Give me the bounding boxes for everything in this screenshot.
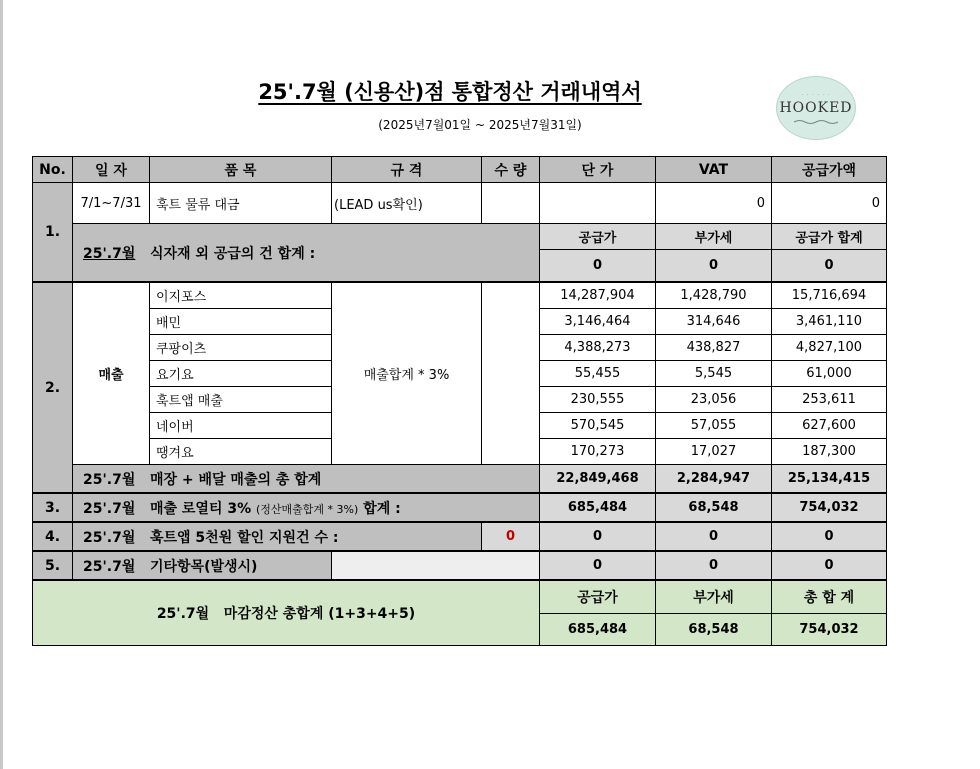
s2-total: 253,611: [772, 387, 887, 413]
s2-total: 15,716,694: [772, 282, 887, 309]
col-supply-amount: 공급가액: [772, 157, 887, 183]
s2-vat: 1,428,790: [656, 282, 772, 309]
s4-vat: 0: [656, 522, 772, 551]
s2-vat: 57,055: [656, 413, 772, 439]
s2-category: 매출: [73, 282, 150, 465]
final-header-vat: 부가세: [656, 580, 772, 614]
s5-total: 0: [772, 551, 887, 580]
s2-vat: 23,056: [656, 387, 772, 413]
s1-supply: 0: [772, 183, 887, 224]
logo-wave-icon: [794, 119, 838, 125]
s3-vat: 68,548: [656, 493, 772, 522]
s1-sub-header-vat: 부가세: [656, 224, 772, 250]
logo-top-mark: · · · · · ·: [801, 91, 831, 98]
s2-qty-blank: [482, 282, 540, 465]
s2-supply: 170,273: [540, 439, 656, 465]
s1-unit: [540, 183, 656, 224]
s1-sub-value-supply: 0: [540, 250, 656, 283]
s4-row: [33, 522, 887, 551]
s1-sub-value-vat: 0: [656, 250, 772, 283]
s1-qty: [482, 183, 540, 224]
s3-number: 3.: [33, 493, 73, 522]
s2-total: 627,600: [772, 413, 887, 439]
final-header-supply: 공급가: [540, 580, 656, 614]
s2-supply: 14,287,904: [540, 282, 656, 309]
s2-supply: 3,146,464: [540, 309, 656, 335]
s1-subtotal-month: 25'.7월: [83, 245, 136, 262]
s4-count: 0: [482, 522, 540, 551]
col-date: 일 자: [73, 157, 150, 183]
s2-channel-name: 훅트앱 매출: [150, 387, 332, 413]
col-spec: 규 격: [332, 157, 482, 183]
s1-number: 1.: [33, 183, 73, 283]
s2-vat: 17,027: [656, 439, 772, 465]
final-total: 754,032: [772, 614, 887, 646]
s2-supply: 4,388,273: [540, 335, 656, 361]
s5-number: 5.: [33, 551, 73, 580]
s4-number: 4.: [33, 522, 73, 551]
s2-number: 2.: [33, 282, 73, 493]
s2-total-vat: 2,284,947: [656, 465, 772, 494]
s2-total: 3,461,110: [772, 309, 887, 335]
s2-vat: 314,646: [656, 309, 772, 335]
s1-subtotal-header-row: [33, 224, 887, 250]
col-unit-price: 단 가: [540, 157, 656, 183]
final-vat: 68,548: [656, 614, 772, 646]
document-period: (2025년7월01일 ~ 2025년7월31일): [378, 118, 582, 132]
s2-channel-name: 쿠팡이츠: [150, 335, 332, 361]
s4-total: 0: [772, 522, 887, 551]
s2-calc-note: 매출합계 * 3%: [332, 282, 482, 465]
s4-supply: 0: [540, 522, 656, 551]
s1-date: 7/1~7/31: [73, 183, 150, 224]
s2-supply: 55,455: [540, 361, 656, 387]
s2-total: 187,300: [772, 439, 887, 465]
s2-total: 61,000: [772, 361, 887, 387]
s5-row: [33, 551, 887, 580]
settlement-table: [32, 156, 887, 646]
s3-total: 754,032: [772, 493, 887, 522]
s2-supply: 570,545: [540, 413, 656, 439]
document-title: 25'.7월 (신용산)점 통합정산 거래내역서: [258, 80, 642, 104]
s2-channel-name: 땡겨요: [150, 439, 332, 465]
hooked-logo: [776, 76, 856, 140]
s2-supply: 230,555: [540, 387, 656, 413]
s5-supply: 0: [540, 551, 656, 580]
s4-label: 25'.7월 훅트앱 5천원 할인 지원건 수 :: [73, 522, 482, 551]
s1-item-row: [33, 183, 887, 224]
final-label: 25'.7월 마감정산 총합계 (1+3+4+5): [33, 580, 540, 646]
s2-channel-name: 네이버: [150, 413, 332, 439]
final-header-total: 총 합 계: [772, 580, 887, 614]
s2-total-month: 25'.7월: [83, 471, 136, 488]
s2-total-sum: 25,134,415: [772, 465, 887, 494]
s2-channel-name: 이지포스: [150, 282, 332, 309]
s5-label: 25'.7월 기타항목(발생시): [73, 551, 332, 580]
s1-sub-header-supply: 공급가: [540, 224, 656, 250]
s2-vat: 5,545: [656, 361, 772, 387]
s1-sub-header-total: 공급가 합계: [772, 224, 887, 250]
col-qty: 수 량: [482, 157, 540, 183]
s1-sub-value-total: 0: [772, 250, 887, 283]
s1-spec: (LEAD us확인): [332, 183, 482, 224]
s2-total-label: 25'.7월 매장 + 배달 매출의 총 합계: [73, 465, 540, 494]
final-supply: 685,484: [540, 614, 656, 646]
col-vat: VAT: [656, 157, 772, 183]
s2-total-supply: 22,849,468: [540, 465, 656, 494]
s3-row: [33, 493, 887, 522]
s2-vat: 438,827: [656, 335, 772, 361]
s5-blank-cell: [332, 551, 540, 580]
col-item: 품 목: [150, 157, 332, 183]
s3-label: 25'.7월 매출 로열티 3% (정산매출합계 * 3%) 합계 :: [73, 493, 540, 522]
s5-vat: 0: [656, 551, 772, 580]
s2-row-0: [33, 282, 887, 309]
s1-item: 훅트 물류 대금: [150, 183, 332, 224]
final-header-row: [33, 580, 887, 614]
s2-channel-name: 배민: [150, 309, 332, 335]
s2-total-row: [33, 465, 887, 494]
s2-channel-name: 요기요: [150, 361, 332, 387]
s2-total: 4,827,100: [772, 335, 887, 361]
table-header-row: [33, 157, 887, 183]
s1-vat: 0: [656, 183, 772, 224]
s3-supply: 685,484: [540, 493, 656, 522]
col-no: No.: [33, 157, 73, 183]
s1-subtotal-label: 25'.7월 식자재 외 공급의 건 합계 :: [73, 224, 540, 283]
logo-wordmark: HOOKED: [779, 99, 853, 116]
